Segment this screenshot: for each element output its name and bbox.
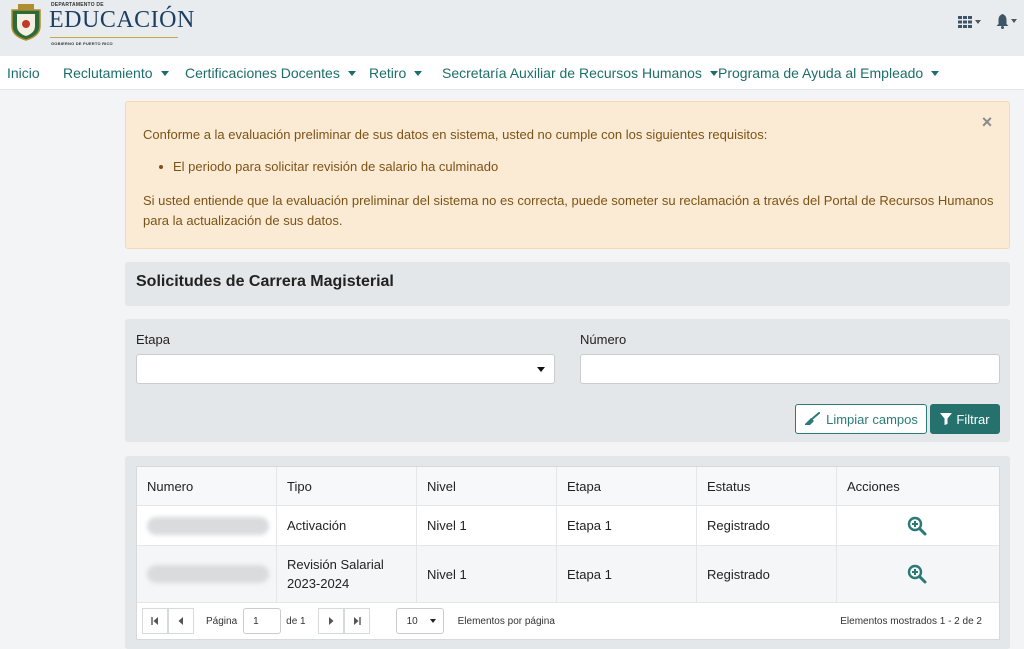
close-icon[interactable]: ×: [981, 112, 993, 132]
logo-divider: [50, 37, 178, 38]
column-header[interactable]: Estatus: [697, 467, 837, 505]
alert-list-item: [159, 159, 498, 174]
numero-label: Número: [580, 332, 627, 347]
nav-item-retiro[interactable]: [369, 65, 422, 81]
chevron-down-icon: [710, 71, 718, 76]
last-page-icon: [353, 617, 361, 625]
page-total-label: de 1: [286, 615, 306, 627]
chevron-down-icon: [931, 71, 939, 76]
numero-input[interactable]: [580, 354, 1000, 384]
tipo-line: Revisión Salarial: [287, 557, 384, 572]
warning-alert: [125, 101, 1010, 249]
zoom-in-icon[interactable]: [907, 516, 927, 536]
page-size-value: 10: [406, 615, 418, 627]
pagination-bar: [137, 603, 999, 639]
bullet-icon: [159, 165, 163, 169]
grid-icon: [958, 16, 972, 28]
etapa-label: Etapa: [136, 332, 170, 347]
last-page-button[interactable]: [344, 608, 370, 634]
nivel-cell: Nivel 1: [417, 546, 557, 602]
acciones-cell: [837, 506, 999, 545]
section-header: [125, 262, 1010, 306]
nivel-cell: Nivel 1: [417, 506, 557, 545]
acciones-cell: [837, 546, 999, 602]
nav-item-certificaciones[interactable]: [185, 65, 356, 81]
nav-item-label: Secretaría Auxiliar de Recursos Humanos: [442, 65, 702, 81]
top-bar: [0, 0, 1024, 56]
nav-item-label: Programa de Ayuda al Empleado: [718, 65, 924, 81]
broom-icon: [804, 412, 820, 426]
chevron-down-icon: [414, 71, 422, 76]
nav-item-reclutamiento[interactable]: [63, 65, 169, 81]
apps-menu-button[interactable]: [958, 14, 988, 30]
prev-page-button[interactable]: [168, 608, 194, 634]
pagination-summary: Elementos mostrados 1 - 2 de 2: [840, 615, 982, 627]
nav-item-label: Reclutamiento: [63, 65, 153, 81]
table-row: [137, 546, 999, 603]
column-header[interactable]: Nivel: [417, 467, 557, 505]
bell-icon: [996, 14, 1009, 29]
page-title: Solicitudes de Carrera Magisterial: [136, 273, 394, 290]
next-page-button[interactable]: [318, 608, 344, 634]
table-header-row: [137, 467, 999, 506]
numero-cell: [137, 506, 277, 545]
nav-item-label: Inicio: [7, 65, 40, 81]
alert-intro: Conforme a la evaluación preliminar de sus datos en sistema, usted no cumple con los siguientes requisitos:: [143, 127, 768, 142]
alert-list-item-text: El periodo para solicitar revisión de salario ha culminado: [173, 159, 499, 174]
prev-page-icon: [178, 617, 184, 625]
chevron-down-icon: [1011, 19, 1017, 23]
chevron-down-icon: [348, 71, 356, 76]
etapa-cell: Etapa 1: [557, 506, 697, 545]
next-page-icon: [328, 617, 334, 625]
filter-panel: [125, 319, 1010, 442]
clear-fields-label: Limpiar campos: [826, 411, 918, 427]
filter-label: Filtrar: [956, 411, 990, 427]
nav-item-inicio[interactable]: [7, 65, 40, 81]
redacted-number: [147, 565, 269, 583]
redacted-number: [147, 517, 269, 535]
page-size-select[interactable]: [396, 608, 444, 634]
nav-item-label: Retiro: [369, 65, 407, 81]
clear-fields-button[interactable]: [795, 404, 927, 434]
chevron-down-icon: [975, 20, 981, 24]
coat-of-arms-logo: [8, 2, 44, 42]
nav-item-label: Certificaciones Docentes: [185, 65, 340, 81]
chevron-down-icon: [537, 367, 545, 372]
first-page-button[interactable]: [142, 608, 168, 634]
etapa-cell: Etapa 1: [557, 546, 697, 602]
etapa-select[interactable]: [136, 354, 555, 384]
results-table: [136, 466, 1000, 640]
estatus-cell: Registrado: [697, 506, 837, 545]
notifications-button[interactable]: [996, 12, 1020, 30]
nav-item-programa-ayuda[interactable]: [718, 65, 939, 81]
main-nav: [0, 56, 1024, 90]
zoom-in-icon[interactable]: [907, 564, 927, 584]
tipo-cell: Activación: [277, 506, 417, 545]
tipo-cell: [277, 546, 417, 602]
column-header[interactable]: Etapa: [557, 467, 697, 505]
numero-cell: [137, 546, 277, 602]
column-header[interactable]: Numero: [137, 467, 277, 505]
estatus-cell: Registrado: [697, 546, 837, 602]
page-size-label: Elementos por página: [457, 615, 555, 627]
chevron-down-icon: [161, 71, 169, 76]
alert-note: Si usted entiende que la evaluación preliminar del sistema no es correcta, puede someter su reclamación a través del Portal de Recursos Humanos para la actualización de sus datos.: [143, 193, 994, 228]
nav-item-secretaria[interactable]: [442, 65, 718, 81]
filter-button[interactable]: [930, 404, 1000, 434]
results-panel: [125, 456, 1010, 649]
page-label: Página: [206, 615, 238, 627]
logo-caption-top: DEPARTAMENTO DE: [51, 2, 104, 8]
column-header[interactable]: Tipo: [277, 467, 417, 505]
filter-icon: [940, 413, 952, 425]
page-input[interactable]: 1: [243, 608, 281, 634]
tipo-line: 2023-2024: [287, 576, 350, 591]
first-page-icon: [151, 617, 159, 625]
logo-caption-bottom: GOBIERNO DE PUERTO RICO: [51, 41, 113, 46]
table-row: [137, 506, 999, 546]
logo-title: EDUCACIÓN: [49, 7, 195, 33]
column-header: Acciones: [847, 478, 900, 494]
chevron-down-icon: [430, 619, 436, 623]
